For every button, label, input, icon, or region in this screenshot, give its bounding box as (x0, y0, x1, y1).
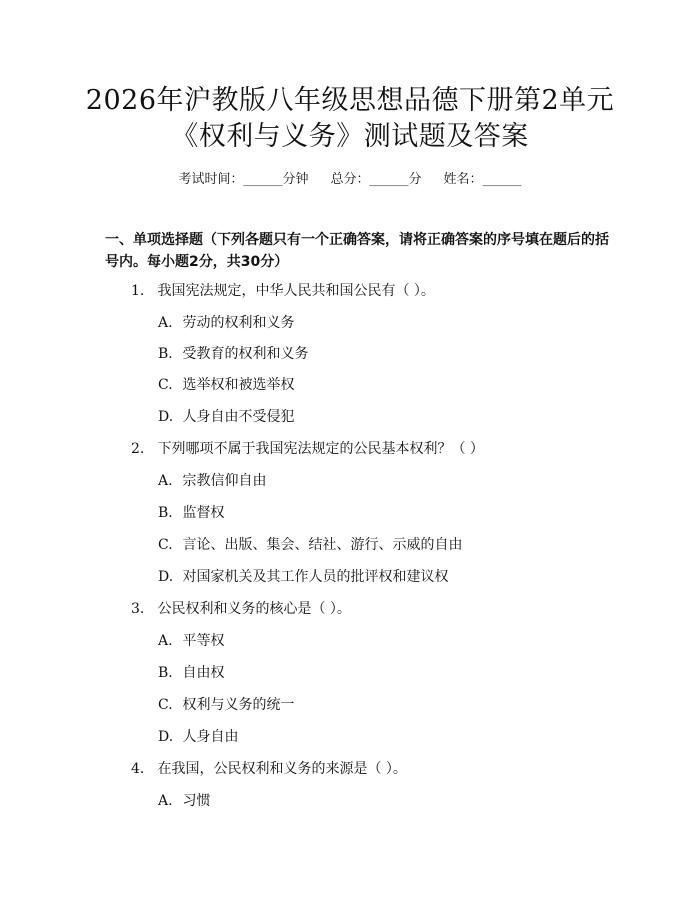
option-text: 言论、出版、集会、结社、游行、示威的自由 (182, 537, 463, 553)
question-1-option-b (158, 345, 308, 363)
option-letter: C. (158, 537, 173, 553)
option-letter: B. (158, 346, 173, 362)
option-text: 宗教信仰自由 (182, 473, 267, 489)
option-text: 权利与义务的统一 (182, 697, 295, 713)
question-number: 3. (131, 601, 145, 617)
question-2-option-a (158, 472, 266, 490)
option-letter: A. (158, 315, 173, 331)
option-letter: D. (158, 569, 174, 585)
section-heading: 一、单项选择题（下列各题只有一个正确答案，请将正确答案的序号填在题后的括号内。每小题2分，共30分） (105, 232, 609, 270)
question-3-option-c (158, 696, 294, 714)
option-text: 劳动的权利和义务 (182, 315, 295, 331)
question-1-option-d (158, 408, 294, 426)
question-4 (131, 760, 407, 778)
option-text: 人身自由 (182, 729, 239, 745)
exam-time-field: 考试时间：______分钟 (178, 172, 309, 187)
question-1-option-a (158, 314, 294, 332)
option-letter: D. (158, 729, 174, 745)
question-3-option-d (158, 728, 238, 746)
option-letter: C. (158, 697, 173, 713)
option-letter: A. (158, 793, 173, 809)
question-1 (131, 282, 435, 300)
option-text: 监督权 (182, 505, 225, 521)
option-text: 受教育的权利和义务 (182, 346, 309, 362)
question-4-option-a (158, 792, 210, 810)
question-2-option-d (158, 568, 448, 586)
option-text: 平等权 (182, 633, 225, 649)
question-number: 1. (131, 283, 145, 299)
option-text: 人身自由不受侵犯 (182, 409, 295, 425)
option-text: 对国家机关及其工作人员的批评权和建议权 (182, 569, 449, 585)
option-letter: B. (158, 505, 173, 521)
student-name-field: 姓名：______ (443, 172, 522, 187)
question-text: 在我国，公民权利和义务的来源是（ ）。 (157, 761, 407, 777)
option-text: 习惯 (182, 793, 211, 809)
question-3-option-b (158, 664, 224, 682)
exam-meta (0, 168, 700, 187)
option-letter: A. (158, 633, 173, 649)
option-letter: C. (158, 377, 173, 393)
question-2-option-c (158, 536, 462, 554)
question-text: 我国宪法规定，中华人民共和国公民有（ ）。 (157, 283, 435, 299)
option-text: 自由权 (182, 665, 225, 681)
document-title-line-2: 《权利与义务》测试题及答案 (171, 121, 529, 152)
question-3 (131, 600, 351, 618)
question-number: 2. (131, 441, 145, 457)
document-title-line-1: 2026年沪教版八年级思想品德下册第2单元 (85, 85, 615, 116)
option-letter: D. (158, 409, 174, 425)
question-text: 下列哪项不属于我国宪法规定的公民基本权利？（ ） (157, 441, 484, 457)
question-2-option-b (158, 504, 224, 522)
question-2 (131, 440, 484, 458)
question-number: 4. (131, 761, 145, 777)
question-1-option-c (158, 376, 294, 394)
option-text: 选举权和被选举权 (182, 377, 295, 393)
question-3-option-a (158, 632, 224, 650)
question-text: 公民权利和义务的核心是（ ）。 (157, 601, 351, 617)
option-letter: B. (158, 665, 173, 681)
option-letter: A. (158, 473, 173, 489)
total-score-field: 总分：______分 (330, 172, 422, 187)
